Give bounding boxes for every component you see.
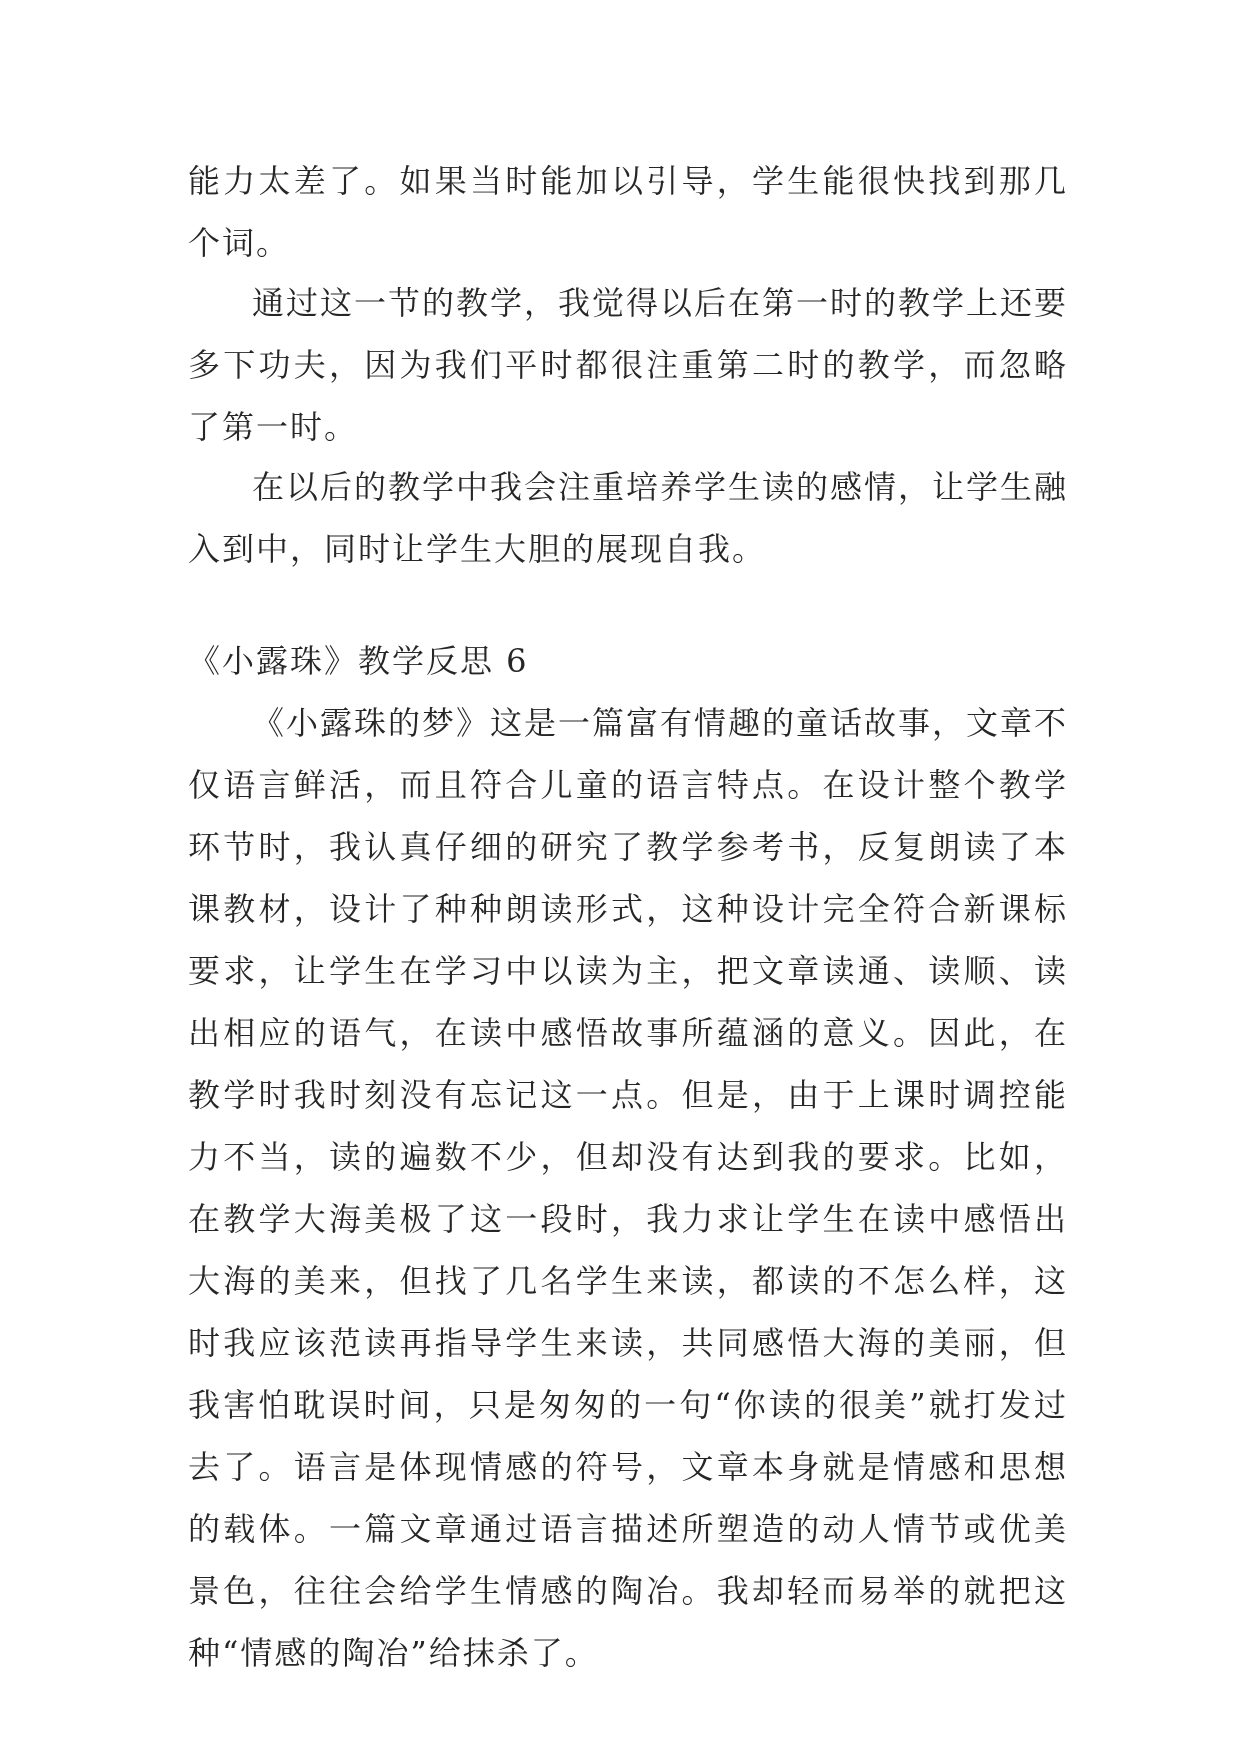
paragraph-future-plan: 在以后的教学中我会注重培养学生读的感情，让学生融入到中，同时让学生大胆的展现自我。 bbox=[188, 468, 1069, 568]
section-body-paragraph: 《小露珠的梦》这是一篇富有情趣的童话故事，文章不仅语言鲜活，而且符合儿童的语言特点。在设计整个教学环节时，我认真仔细的研究了教学参考书，反复朗读了本课教材，设计了种种朗读形式，这种设计完全符合新课标要求，让学生在学习中以读为主，把文章读通、读顺、读出相应的语气，在读中感悟故事所蕴涵的意义。因此，在教学时我时刻没有忘记这一点。但是，由于上课时调控能力不当，读的遍数不少，但却没有达到我的要求。比如，在教学大海美极了这一段时，我力求让学生在读中感悟出大海的美来，但找了几名学生来读，都读的不怎么样，这时我应该范读再指导学生来读，共同感悟大海的美丽，但我害怕耽误时间，只是匆匆的一句“你读的很美”就打发过去了。语言是体现情感的符号，文章本身就是情感和思想的载体。一篇文章通过语言描述所塑造的动人情节或优美景色，往往会给学生情感的陶冶。我却轻而易举的就把这种“情感的陶冶”给抹杀了。 bbox=[188, 704, 1069, 1672]
paragraph-continuation: 能力太差了。如果当时能加以引导，学生能很快找到那几个词。 bbox=[188, 162, 1068, 262]
section-title: 《小露珠》教学反思 6 bbox=[188, 642, 529, 680]
paragraph-teaching-reflection: 通过这一节的教学，我觉得以后在第一时的教学上还要多下功夫，因为我们平时都很注重第二时的教学，而忽略了第一时。 bbox=[188, 284, 1069, 446]
